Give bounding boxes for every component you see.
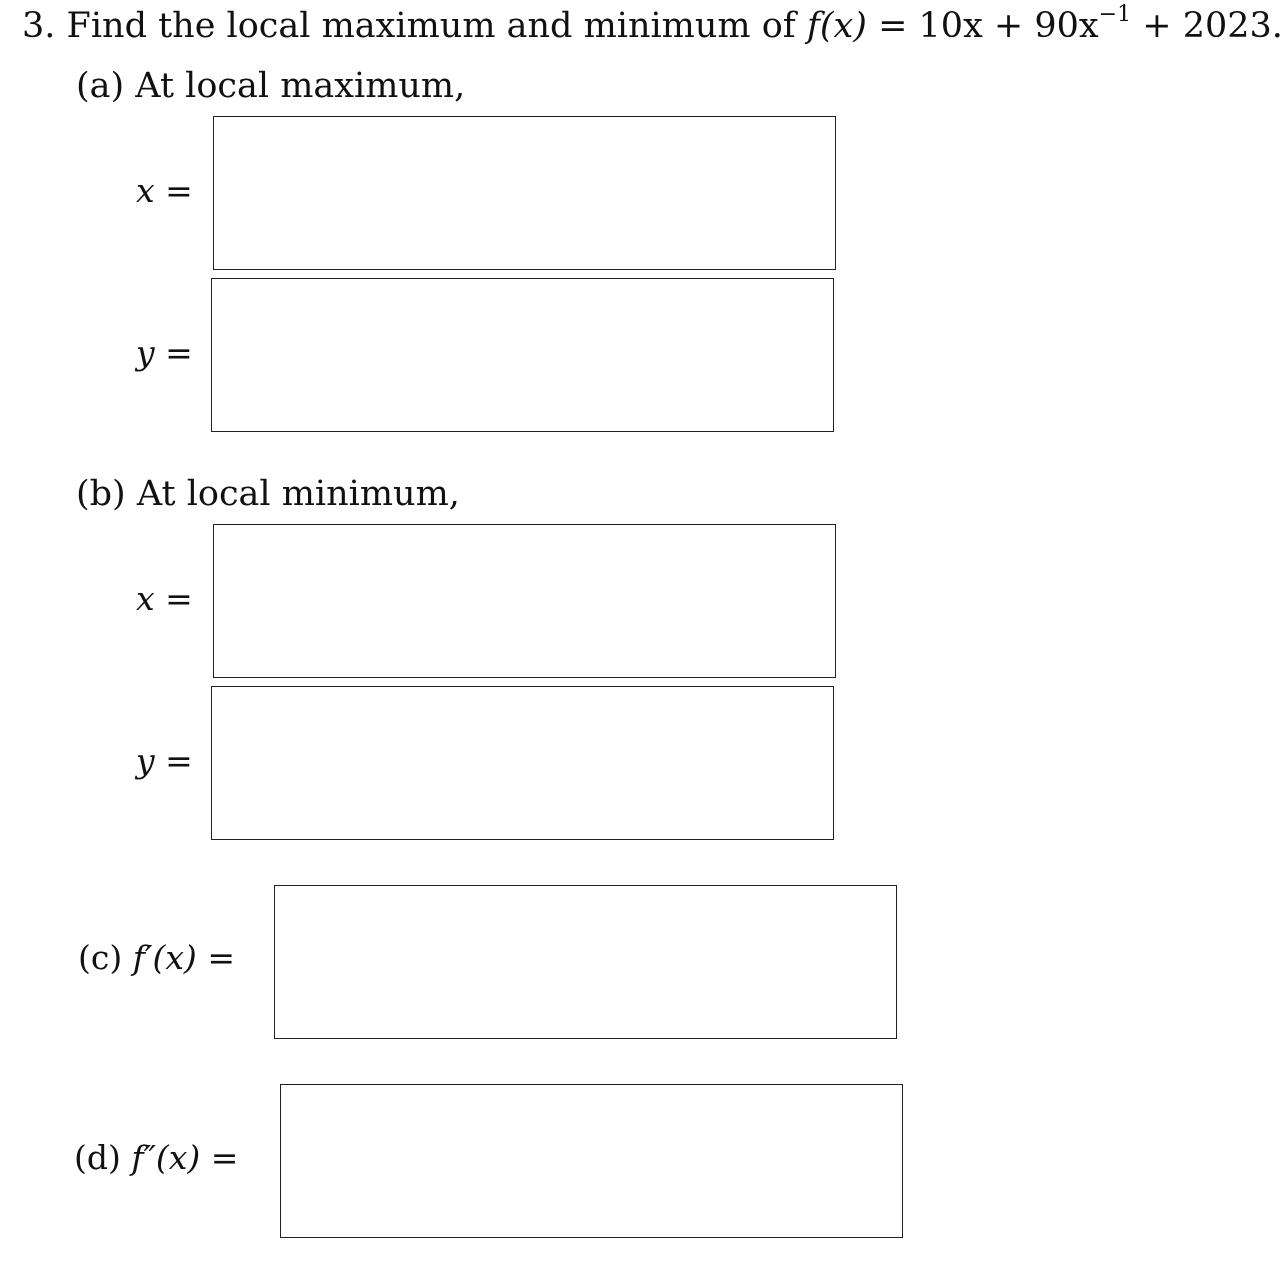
part-d-answer-box[interactable] bbox=[280, 1084, 903, 1238]
second-derivative: f″(x) bbox=[131, 1138, 201, 1177]
y-variable: y bbox=[136, 333, 155, 372]
x-variable: x bbox=[136, 171, 155, 210]
equals-sign: = bbox=[207, 938, 235, 977]
part-a-x-label bbox=[136, 171, 193, 210]
part-a-y-input[interactable] bbox=[212, 279, 833, 431]
part-a-heading: (a) At local maximum, bbox=[76, 66, 466, 106]
function-expression-part2: + 2023. bbox=[1142, 6, 1283, 46]
function-name: f(x) bbox=[806, 6, 867, 46]
equals-sign: = bbox=[210, 1138, 239, 1177]
part-b-y-label bbox=[136, 741, 193, 780]
equals-sign: = bbox=[165, 333, 193, 372]
equals-sign: = bbox=[165, 741, 193, 780]
function-exponent: −1 bbox=[1098, 2, 1132, 27]
function-expression-part1: 10x + 90x bbox=[918, 6, 1099, 46]
part-b-y-input[interactable] bbox=[212, 687, 833, 839]
part-a-y-label bbox=[136, 333, 193, 372]
equals-sign: = bbox=[165, 579, 193, 618]
part-a-x-input[interactable] bbox=[214, 117, 835, 269]
part-c-input[interactable] bbox=[275, 886, 896, 1038]
equals-sign: = bbox=[878, 6, 908, 46]
equals-sign: = bbox=[165, 171, 193, 210]
y-variable: y bbox=[136, 741, 155, 780]
part-b-x-label bbox=[136, 579, 193, 618]
first-derivative: f′(x) bbox=[132, 938, 197, 977]
part-b-x-answer-box[interactable] bbox=[213, 524, 836, 678]
part-c-prefix: (c) bbox=[78, 938, 123, 977]
part-d-input[interactable] bbox=[281, 1085, 902, 1237]
problem-number: 3. bbox=[22, 6, 56, 46]
part-b-y-answer-box[interactable] bbox=[211, 686, 834, 840]
part-d-prefix: (d) bbox=[74, 1138, 121, 1177]
part-c-label bbox=[78, 938, 235, 977]
part-d-label bbox=[74, 1138, 238, 1177]
part-a-x-answer-box[interactable] bbox=[213, 116, 836, 270]
part-b-x-input[interactable] bbox=[214, 525, 835, 677]
part-b-heading: (b) At local minimum, bbox=[76, 474, 460, 514]
problem-prompt: Find the local maximum and minimum of bbox=[66, 6, 796, 46]
part-a-y-answer-box[interactable] bbox=[211, 278, 834, 432]
problem-statement bbox=[22, 2, 1283, 46]
part-c-answer-box[interactable] bbox=[274, 885, 897, 1039]
x-variable: x bbox=[136, 579, 155, 618]
